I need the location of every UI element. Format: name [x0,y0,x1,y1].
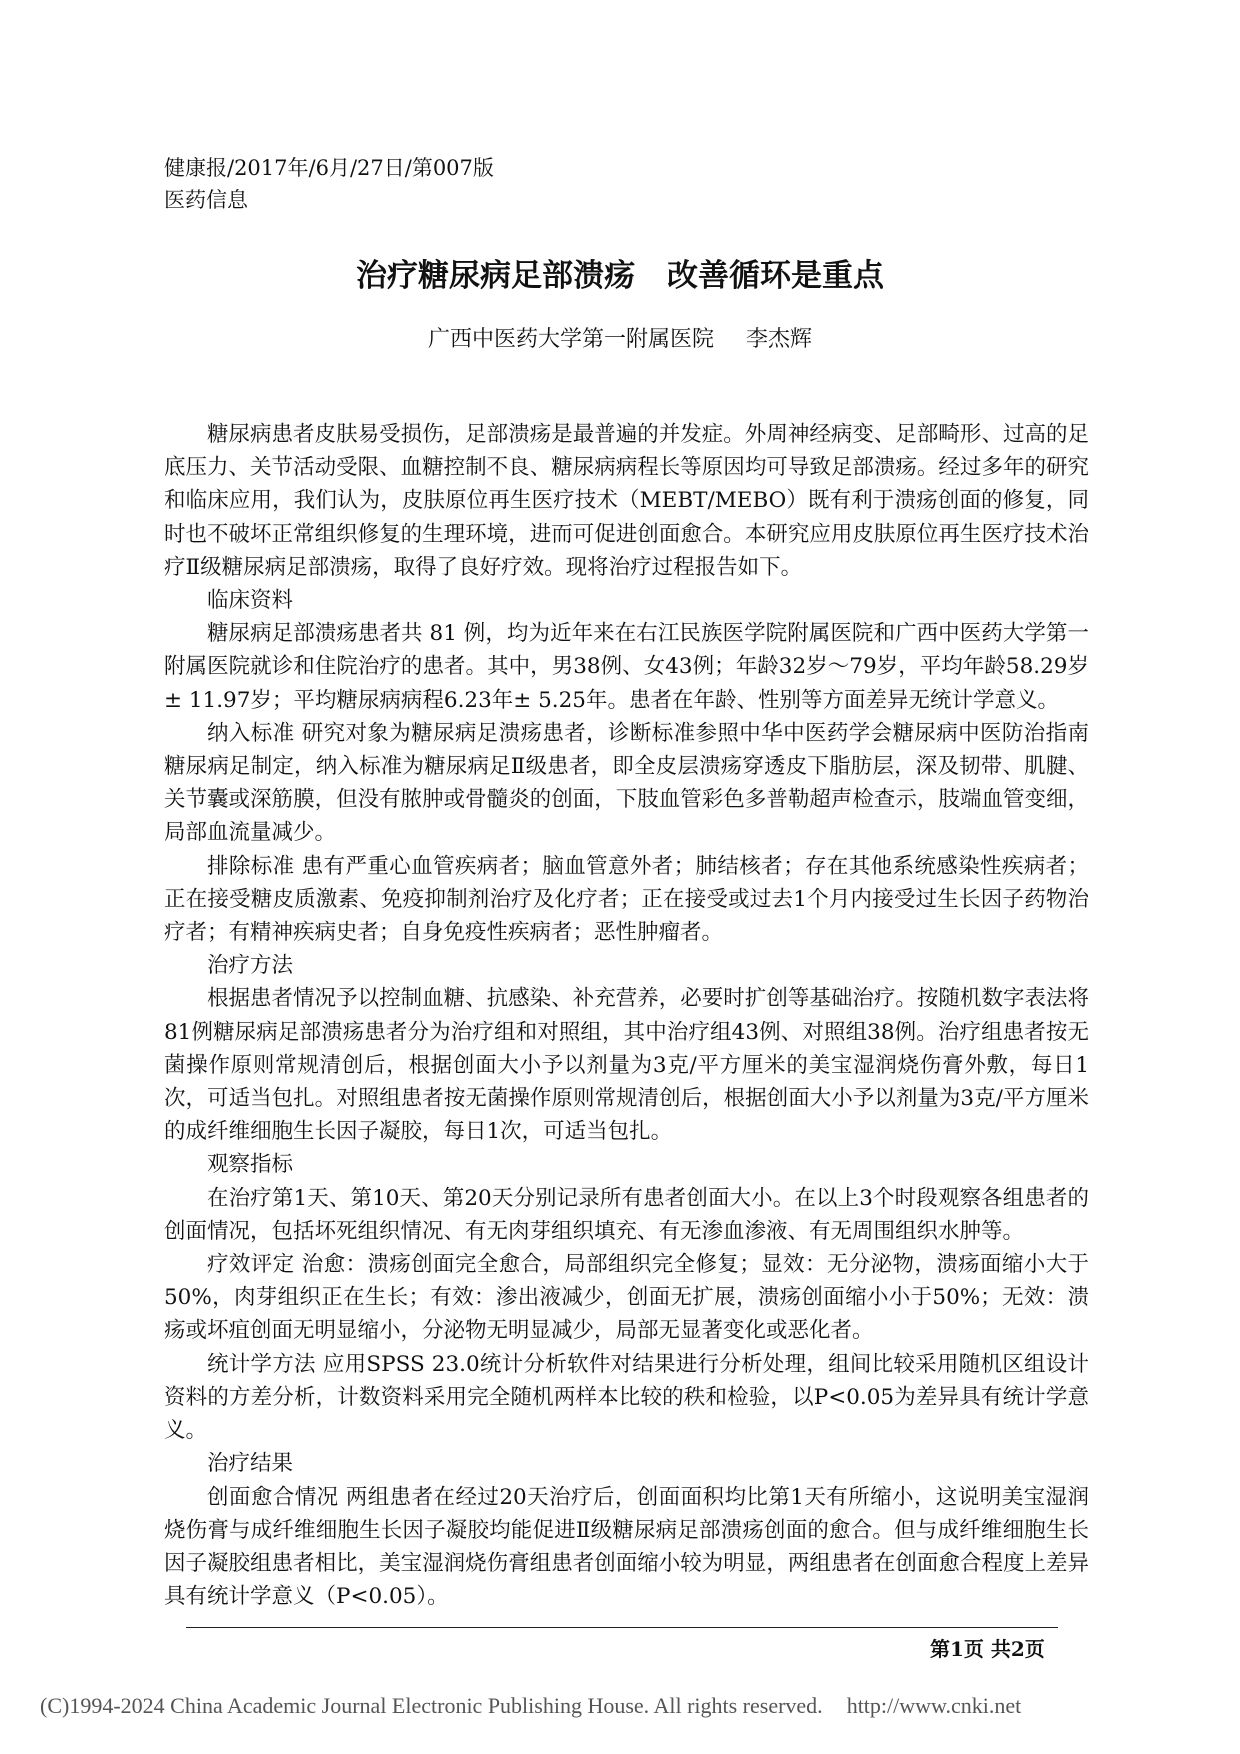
section-heading-results: 治疗结果 [207,1451,294,1477]
paragraph-intro: 糖尿病患者皮肤易受损伤，足部溃疡是最普遍的并发症。外周神经病变、足部畸形、过高的足底压力、关节活动受限、血糖控制不良、糖尿病病程长等原因均可导致足部溃疡。经过多年的研究和临床应用，我们认为，皮肤原位再生医疗技术（MEBT/MEBO）既有利于溃疡创面的修复，同时也不破坏正常组织修复的生理环境，进而可促进创面愈合。本研究应用皮肤原位再生医疗技术治疗Ⅱ级糖尿病足部溃疡，取得了良好疗效。现将治疗过程报告如下。 [164,422,1089,580]
footer-divider [186,1627,1058,1628]
paragraph-inclusion: 纳入标准 研究对象为糖尿病足溃疡患者，诊断标准参照中华中医药学会糖尿病中医防治指南糖尿病足制定，纳入标准为糖尿病足Ⅱ级患者，即全皮层溃疡穿透皮下脂肪层，深及韧带、肌腱、关节囊或深筋膜，但没有脓肿或骨髓炎的创面，下肢血管彩色多普勒超声检查示，肢端血管变细，局部血流量减少。 [164,720,1089,846]
footer-url[interactable]: http://www.cnki.net [846,1693,1022,1718]
article-body [164,418,1089,1613]
author-affiliation: 广西中医药大学第一附属医院 [427,327,714,352]
copyright-footer [40,1693,1021,1719]
paragraph-patients: 糖尿病足部溃疡患者共 81 例，均为近年来在右江民族医学院附属医院和广西中医药大学第一附属医院就诊和住院治疗的患者。其中，男38例、女43例；年龄32岁～79岁，平均年龄58.29岁± 11.97岁；平均糖尿病病程6.23年± 5.25年。患者在年龄、性别等方面差异无统计学意义。 [164,621,1089,713]
copyright-text: (C)1994-2024 China Academic Journal Electronic Publishing House. All rights reserved. [40,1693,823,1718]
paragraph-statistics: 统计学方法 应用SPSS 23.0统计分析软件对结果进行分析处理，组间比较采用随机区组设计资料的方差分析，计数资料采用完全随机两样本比较的秩和检验，以P<0.05为差异具有统计学意义。 [164,1351,1089,1444]
section-label: 医药信息 [164,188,248,212]
page-number: 第1页 共2页 [930,1637,1045,1661]
title-part-2: 改善循环是重点 [667,258,884,294]
article-meta [164,152,494,216]
author-name: 李杰辉 [746,327,813,352]
paragraph-exclusion: 排除标准 患有严重心血管疾病者；脑血管意外者；肺结核者；存在其他系统感染性疾病者；正在接受糖皮质激素、免疫抑制剂治疗及化疗者；正在接受或过去1个月内接受过生长因子药物治疗者；有精神疾病史者；自身免疫性疾病者；恶性肿瘤者。 [164,853,1089,946]
paragraph-efficacy: 疗效评定 治愈：溃疡创面完全愈合，局部组织完全修复；显效：无分泌物，溃疡面缩小大于50%，肉芽组织正在生长；有效：渗出液减少，创面无扩展，溃疡创面缩小小于50%；无效：溃疡或坏疽创面无明显缩小，分泌物无明显减少，局部无显著变化或恶化者。 [164,1252,1089,1344]
paragraph-observation: 在治疗第1天、第10天、第20天分别记录所有患者创面大小。在以上3个时段观察各组患者的创面情况，包括坏死组织情况、有无肉芽组织填充、有无渗血渗液、有无周围组织水肿等。 [164,1185,1089,1244]
paragraph-treatment: 根据患者情况予以控制血糖、抗感染、补充营养，必要时扩创等基础治疗。按随机数字表法将81例糖尿病足部溃疡患者分为治疗组和对照组，其中治疗组43例、对照组38例。治疗组患者按无菌操作原则常规清创后，根据创面大小予以剂量为3克/平方厘米的美宝湿润烧伤膏外敷，每日1次，可适当包扎。对照组患者按无菌操作原则常规清创后，根据创面大小予以剂量为3克/平方厘米的成纤维细胞生长因子凝胶，每日1次，可适当包扎。 [164,986,1089,1145]
article-title [0,250,1240,295]
title-part-1: 治疗糖尿病足部溃疡 [356,258,635,294]
source-line: 健康报/2017年/6月/27日/第007版 [164,156,494,180]
paragraph-healing: 创面愈合情况 两组患者在经过20天治疗后，创面面积均比第1天有所缩小，这说明美宝湿润烧伤膏与成纤维细胞生长因子凝胶均能促进Ⅱ级糖尿病足部溃疡创面的愈合。但与成纤维细胞生长因子凝胶组患者相比，美宝湿润烧伤膏组患者创面缩小较为明显，两组患者在创面愈合程度上差异具有统计学意义（P<0.05）。 [164,1484,1089,1610]
byline [0,322,1240,353]
section-heading-observation: 观察指标 [207,1152,294,1178]
section-heading-treatment-method: 治疗方法 [207,953,294,979]
section-heading-clinical-data: 临床资料 [207,588,294,614]
